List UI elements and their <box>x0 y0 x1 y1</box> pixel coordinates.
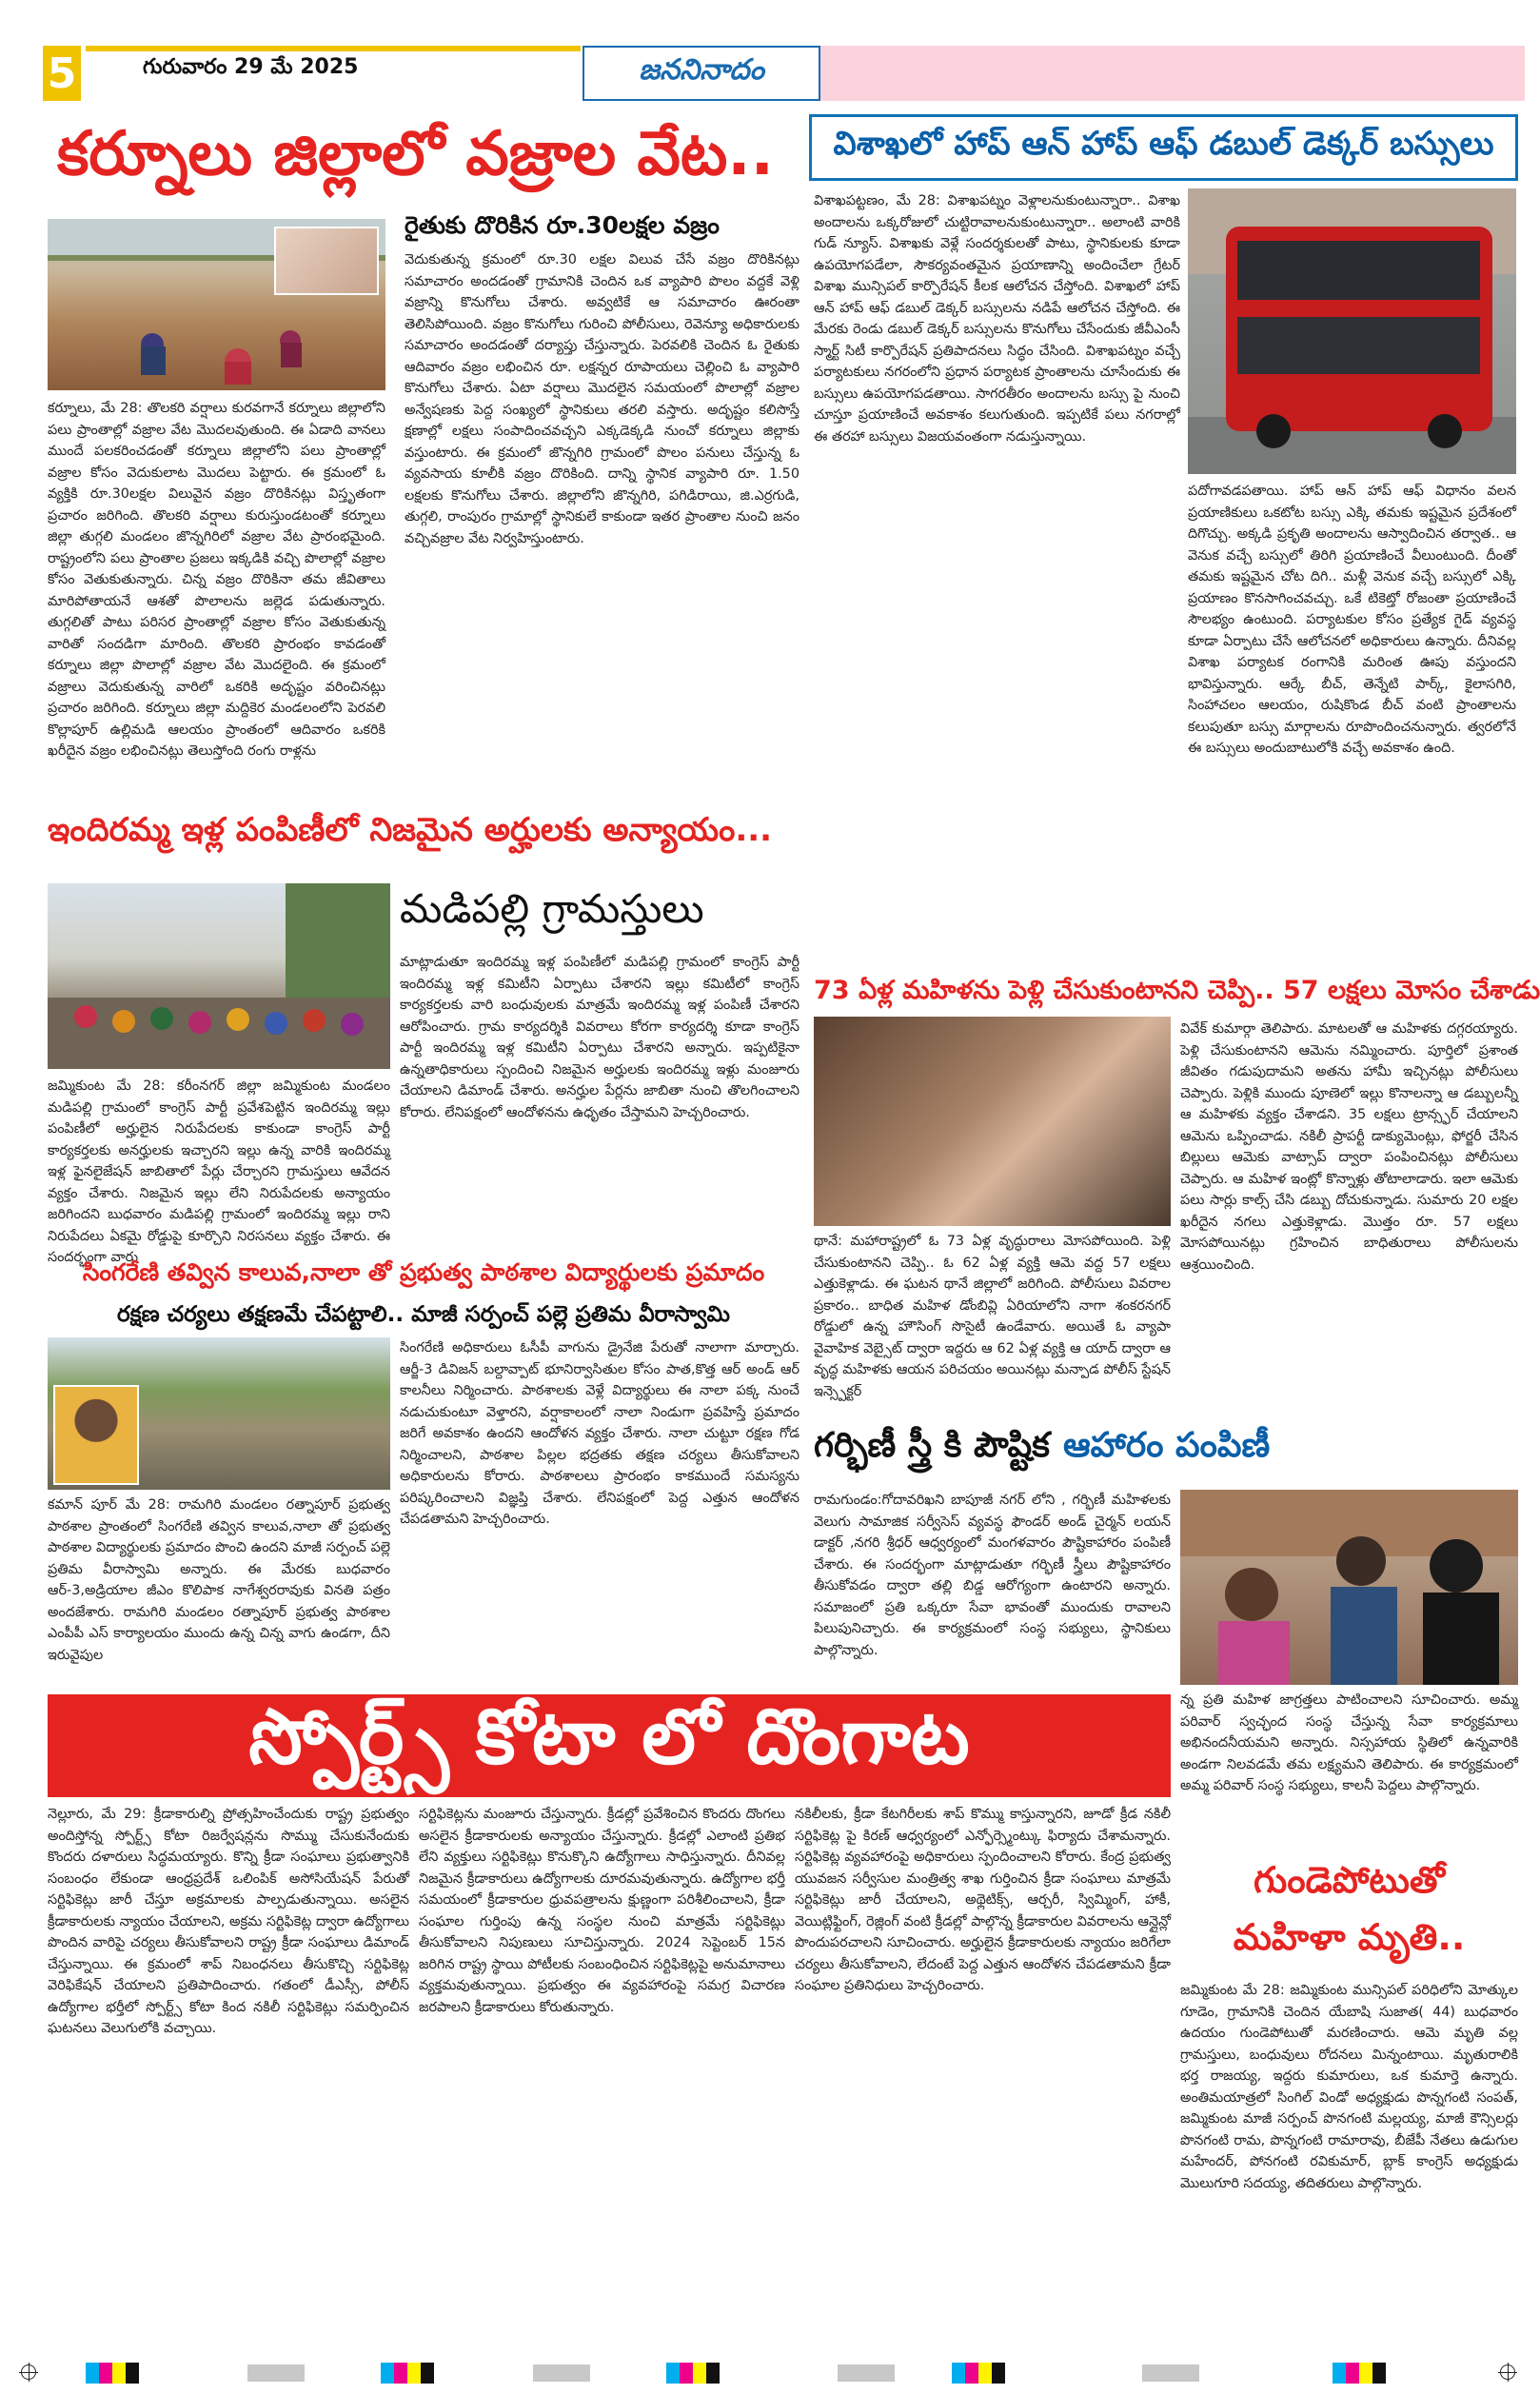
sports-body-col1: నెల్లూరు, మే 29: క్రీడాకారుల్ని ప్రోత్సహించేందుకు రాష్ట్ర ప్రభుత్వం అందిస్తోన్న స్పోర్ట్స్ కోటా రిజర్వేషన్లను సొమ్ము చేసుకునేందుకు కొందరు దళారులు సిద్ధమయ్యారు. కొన్ని క్రీడా సంఘాలు ప్రభుత్వానికి సంబంధం లేకుండా ఆంధ్రప్రదేశ్ ఒలింపిక్ అసోసియేషన్ పేరుతో సర్టిఫికెట్లు జారీ చేస్తూ అక్రమాలకు పాల్పడుతున్నాయి. అసలైన క్రీడాకారులకు న్యాయం చేయాలని, అక్రమ సర్టిఫికెట్ల ద్వారా ఉద్యోగాలు పొందిన వారిపై చర్యలు తీసుకోవాలని రాష్ట్ర క్రీడా సంఘాలు డిమాండ్ చేస్తున్నాయి. ఈ క్రమంలో శాప్ నిబంధనలు తీసుకొచ్చి సర్టిఫికెట్ల వెరిఫికేషన్ చేయాలని ప్రతిపాదించారు. గతంలో డీఎస్సీ, పోలీస్ ఉద్యోగాల భర్తీలో స్పోర్ట్స్ కోటా కింద నకిలీ సర్టిఫికెట్లు సమర్పించిన ఘటనలు వెలుగులోకి వచ్చాయి. <box>48 1807 409 2036</box>
indiramma-body-col2: మాట్లాడుతూ ఇందిరమ్మ ఇళ్ల పంపిణీలో మడిపల్లి గ్రామంలో కాంగ్రెస్ పార్టీ ఇందిరమ్మ ఇళ్ల కమిటీని ఏర్పాటు చేశారని ఇల్లు కమిటీలో కాంగ్రెస్ కార్యకర్తలకు వారి బంధువులకు మాత్రమే ఇందిరమ్మ ఇళ్ల పంపిణీ చేశారని ఆరోపించారు. గ్రామ కార్యదర్శికి వివరాలు కోరగా కార్యదర్శి కూడా కాంగ్రెస్ పార్టీ ఇందిరమ్మ ఇళ్ల కమిటీని ఏర్పాటు చేశారని అన్నారు. ఇప్పటికైనా ఉన్నతాధికారులు స్పందించి నిజమైన అర్హులకు ఇందిరమ్మ ఇళ్లు మంజూరు చేయాలని డిమాండ్ చేశారు. అనర్హుల పేర్లను జాబితా నుంచి తొలగించాలని కోరారు. లేనిపక్షంలో ఆందోళనను ఉధృతం చేస్తామని హెచ్చరించారు. <box>400 955 800 1120</box>
wedding-headline: 73 ఏళ్ల మహిళను పెళ్లి చేసుకుంటానని చెప్పి.. 57 లక్షలు మోసం చేశాడు <box>814 976 1540 1005</box>
double-decker-bus-photo <box>1188 188 1516 474</box>
canal-photo <box>48 1337 390 1490</box>
diamonds-body-col2: వెదుకుతున్న క్రమంలో రూ.30 లక్షల విలువ చేసే వజ్రం దొరికినట్లు సమాచారం అందడంతో గ్రామానికి చెందిన ఒక వ్యాపారి పొలం వద్దకే వెళ్లి వజ్రాన్ని కొనుగోలు చేశారు. అవ్వటికే ఆ సమాచారం ఊరంతా తెలిసిపోయింది. వజ్రం కొనుగోలు గురించి పోలీసులు, రెవెన్యూ అధికారులకు సమాచారం అందడంతో దర్యాప్తు చేస్తున్నారు. పెరవలికి చెందిన ఓ రైతుకు ఆదివారం వజ్రం లభించిన రూ. లక్షన్నర రూపాయలు చెల్లించి ఓ వ్యాపారి కొనుగోలు చేశారు. ఏటా వర్షాలు మొదలైన సమయంలో పొలాల్లో వజ్రాల అన్వేషణకు పెద్ద సంఖ్యలో స్థానికులు తరలి వస్తారు. అదృష్టం కలిసొస్తే క్షణాల్లో లక్షలు సంపాదించవచ్చని ఎక్కడెక్కడి నుంచో కర్నూలు జిల్లాకు వస్తుంటారు. ఈ క్రమంలో జొన్నగిరి గ్రామంలో పొలం పనులు చేస్తున్న ఓ వ్యవసాయ కూలీకి వజ్రం దొరికింది. దాన్ని స్థానిక వ్యాపారి రూ. 1.50 లక్షలకు కొనుగోలు చేశారు. జిల్లాలోని జొన్నగిరి, పగిడిరాయి, జి.ఎర్రగుడి, తుగ్గలి, రాంపురం గ్రామాల్లో స్థానికులే కాకుండా ఇతర ప్రాంతాల నుంచి జనం వచ్చివజ్రాల వేట నిర్వహిస్తుంటారు. <box>405 252 800 546</box>
heart-headline-line1: గుండెపోటుతో <box>1254 1859 1445 1901</box>
grey-swatch-3 <box>838 2364 895 2382</box>
sports-headline-banner <box>48 1694 1171 1797</box>
heart-headline <box>1180 1851 1518 1973</box>
nutrition-headline-part1: గర్భిణీ స్త్రీ కి పౌష్టిక <box>814 1426 1050 1465</box>
heart-body: జమ్మికుంట మే 28: జమ్మికుంట మున్సిపల్ పరిధిలోని మోత్కుల గూడెం, గ్రామానికి చెందిన యేబాషి సుజాత( 44) బుధవారం ఉదయం గుండెపోటుతో మరణించారు. ఆమె మృతి వల్ల గ్రామస్తులు, బంధువులు రోదనలు మిన్నంటాయి. మృతురాలికి భర్త రాజయ్య, ఇద్దరు కుమారులు, ఒక కుమార్తె ఉన్నారు. అంతిమయాత్రలో సింగిల్ విండో అధ్యక్షుడు పొన్నగంటి సంపత్, జమ్మికుంట మాజీ సర్పంచ్ పొనగంటి మల్లయ్య, మాజీ కౌన్సిలర్లు పొనగంటి రామ, పొన్నగంటి రామారావు, బీజేపీ నేతలు ఉడుగుల మహేందర్, పోనగంటి రవికుమార్, బ్లాక్ కాంగ్రెస్ అధ్యక్షుడు మొలుగూరి సదయ్య, తదితరులు పాల్గొన్నారు. <box>1180 1983 1518 2191</box>
masthead <box>0 0 1523 112</box>
color-swatch-group-1 <box>86 2363 139 2384</box>
paper-name: జననినాదం <box>639 53 764 87</box>
wedding-body-left: థానే: మహారాష్ట్రలో ఓ 73 ఏళ్ల వృద్ధురాలు మోసపోయింది. పెళ్లి చేసుకుంటానని చెప్పి.. ఓ 62 ఏళ్ల వ్యక్తి ఆమె వద్ద 57 లక్షలు ఎత్తుకెళ్లాడు. ఈ ఘటన థానే జిల్లాలో జరిగింది. పోలీసులు వివరాల ప్రకారం.. బాధిత మహిళ డోంబివ్లి ఏరియాలోని నాగా శంకరనగర్ రోడ్డులో ఉన్న హౌసింగ్ సొసైటీ ఉండేవారు. అయితే ఓ వ్యాపా వైవాహిక వెబ్సైట్ ద్వారా ఇద్దరు ఆ 62 ఏళ్ల వ్యక్తి ఆ యాద్ ద్వారా ఆ వృద్ధ మహిళకు ఆయన పరిచయం అయినట్లు మన్పాడ పోలీస్ స్టేషన్ ఇన్స్పెక్టర్ <box>814 1234 1171 1399</box>
grey-swatch-2 <box>533 2364 590 2382</box>
nutrition-photo <box>1180 1490 1518 1685</box>
registration-mark-icon <box>21 2364 36 2380</box>
diamonds-subhead: రైతుకు దొరికిన రూ.30లక్షల వజ్రం <box>405 211 720 239</box>
distribution-graphic <box>1180 1490 1518 1685</box>
singareni-body-col1: కమాన్ పూర్ మే 28: రామగిరి మండలం రత్నాపూర్ ప్రభుత్వ పాఠశాల ప్రాంతంలో సింగరేణి తవ్విన కాలువ,నాలా తో ప్రభుత్వ పాఠశాల విద్యార్థులకు ప్రమాదం పొంచి ఉందని మాజీ సర్పంచ్ పల్లె ప్రతిమ వీరాస్వామి అన్నారు. ఈ మేరకు బుధవారం ఆర్-3,అడ్రియాల జీఎం కొలిపాక నాగేశ్వరరావుకు వినతి పత్రం అందజేశారు. రామగిరి మండలం రత్నాపూర్ ప్రభుత్వ పాఠశాల ఎంపీపీ ఎస్ కార్యాలయం ముందు ఉన్న చిన్న వాగు ఉండగా, దీని ఇరువైపుల <box>48 1497 390 1663</box>
portrait-inset <box>53 1385 139 1485</box>
page-number: 5 <box>43 46 81 101</box>
wedding-body-right: వివేక్ కుమార్గా తెలిపారు. మాటలతో ఆ మహిళకు దగ్గరయ్యారు. పెళ్లి చేసుకుంటానని ఆమెను నమ్మించారు. పూర్తిలో ప్రశాంత జీవితం గడుపుదామని అతను హామీ ఇచ్చినట్లు పోలీసులు చెప్పారు. పెళ్లికి ముందు పూణెలో ఇల్లు కొనాలన్నా ఆ డబ్బులన్నీ ఆ మహిళకు వ్యక్తం చేశాడని. 35 లక్షలు ట్రాన్స్ఫర్ చేయాలని ఆమెను ఒప్పించాడు. నకిలీ ప్రాపర్టీ డాక్యుమెంట్లు, ఫోర్జరీ చేసిన బిల్లులు ఆమెకు వాట్సాప్ ద్వారా పంపించినట్లు పోలీసులు చెప్పారు. ఆ మహిళ ఇంట్లో కొన్నాళ్లు తోటాలాడారు. ఇలా ఆమెకు పలు సార్లు కాల్స్ చేసి డబ్బు దోచుకున్నాడు. సుమారు 20 లక్షల ఖరీదైన నగలు ఎత్తుకెళ్లాడు. మొత్తం రూ. 57 లక్షలు మోసపోయినట్లు గ్రహించిన బాధితురాలు పోలీసులను ఆశ్రయించింది. <box>1180 1021 1518 1273</box>
protest-crowd-graphic <box>48 883 390 1069</box>
paper-name-box <box>582 46 820 101</box>
nutrition-headline-part2: ఆహారం పంపిణీ <box>1062 1426 1271 1465</box>
nutrition-body: రామగుండం:గోదావరిఖని బాపూజీ నగర్ లోని , గర్భిణీ మహిళలకు వెలుగు సామాజిక సర్వీసెస్ వ్యవస్థ ఫౌండర్ అండ్ చైర్మన్ లయన్ డాక్టర్ ,నగరి శ్రీధర్ ఆధ్వర్యంలో మంగళవారం పౌష్టికాహారం పంపిణీ చేశారు. ఈ సందర్భంగా మాట్లాడుతూ గర్భిణీ స్త్రీలు పౌష్టికాహారం తీసుకోవడం ద్వారా తల్లి బిడ్డ ఆరోగ్యంగా ఉంటారని అన్నారు. సమాజంలో ప్రతి ఒక్కరూ సేవా భావంతో ముందుకు రావాలని పిలుపునిచ్చారు. ఈ కార్యక్రమంలో సంస్థ సభ్యులు, స్థానికులు పాల్గొన్నారు. <box>814 1493 1171 1658</box>
singareni-subhead: రక్షణ చర్యలు తక్షణమే చేపట్టాలి.. మాజీ సర్పంచ్ పల్లె ప్రతిమ వీరాస్వామి <box>116 1302 731 1327</box>
diamond-inset-photo <box>274 227 379 295</box>
hands-photo <box>814 1017 1171 1226</box>
color-swatch-group-3 <box>666 2363 720 2384</box>
buses-headline: విశాఖలో హాప్ ఆన్ హాప్ ఆఫ్ డబుల్ డెక్కర్ బస్సులు <box>833 125 1494 163</box>
singareni-headline: సింగరేణి తవ్విన కాలువ,నాలా తో ప్రభుత్వ పాఠశాల విద్యార్థులకు ప్రమాదం <box>82 1258 765 1286</box>
diamond-search-photo <box>48 219 385 390</box>
issue-date: గురువారం 29 మే 2025 <box>143 55 359 79</box>
indiramma-body-col1: జమ్మికుంట మే 28: కరీంనగర్ జిల్లా జమ్మికుంట మండలం మడిపల్లి గ్రామంలో కాంగ్రెస్ పార్టీ ప్రవేశపెట్టిన ఇందిరమ్మ ఇల్లు పంపిణీలో అర్హులైన నిరుపేదలకు కాకుండా కాంగ్రెస్ పార్టీ కార్యకర్తలకు అనర్హులకు ఇచ్చారని ఇల్లు ఉన్న వారికి ఇందిరమ్మ ఇళ్ల ఫైనలైజేషన్ జాబితాలో పేర్లు చేర్చారని గ్రామస్తులు ఆవేదన వ్యక్తం చేశారు. నిజమైన ఇల్లు లేని నిరుపేదలకు అన్యాయం జరిగిందని బుధవారం మడిపల్లి గ్రామంలో ఇందిరమ్మ ఇల్లు రాని నిరుపేదలు ఏకమై రోడ్డుపై కూర్చొని నిరసనలు వ్యక్తం చేశారు. ఈ సందర్భంగా వారు <box>48 1078 390 1265</box>
heart-headline-line2: మహిళా మృతి.. <box>1233 1916 1466 1958</box>
nutrition-body-right: న్న ప్రతి మహిళ జాగ్రత్తలు పాటించాలని సూచించారు. అమ్మ పరివార్ స్వచ్ఛంద సంస్థ చేస్తున్న సేవా కార్యక్రమాలు అభినందనీయమని అన్నారు. నిస్సహాయ స్థితిలో ఉన్నవారికి అండగా నిలవడమే తమ లక్ష్యమని తెలిపారు. ఈ కార్యక్రమంలో అమ్మ పరివార్ సంస్థ సభ్యులు, కాలనీ పెద్దలు పాల్గొన్నారు. <box>1180 1692 1518 1793</box>
color-swatch-group-2 <box>381 2363 434 2384</box>
registration-mark-icon-right <box>1500 2364 1515 2380</box>
sports-body-col2: సర్టిఫికెట్లను మంజూరు చేస్తున్నారు. క్రీడల్లో ప్రవేశించిన కొందరు దొంగలు అసలైన క్రీడాకారులకు అన్యాయం చేస్తున్నారు. క్రీడల్లో ఎలాంటి ప్రతిభ లేని వ్యక్తులు సర్టిఫికెట్లు కొనుక్కొని ఉద్యోగాలు సాధిస్తున్నారు. దీనివల్ల నిజమైన క్రీడాకారులు ఉద్యోగాలకు దూరమవుతున్నారు. ఉద్యోగాల భర్తీ సమయంలో క్రీడాకారుల ధ్రువపత్రాలను క్షుణ్ణంగా పరిశీలించాలని, క్రీడా సంఘాల గుర్తింపు ఉన్న సంస్థల నుంచి మాత్రమే సర్టిఫికెట్లు తీసుకోవాలని నిపుణులు సూచిస్తున్నారు. 2024 సెప్టెంబర్ 15న జరిగిన రాష్ట్ర స్థాయి పోటీలకు సంబంధించిన సర్టిఫికెట్లపై అనుమానాలు వ్యక్తమవుతున్నాయి. ప్రభుత్వం ఈ వ్యవహారంపై సమగ్ర విచారణ జరపాలని క్రీడాకారులు కోరుతున్నారు. <box>419 1807 785 2015</box>
indiramma-headline: ఇందిరమ్మ ఇళ్ల పంపిణీలో నిజమైన అర్హులకు అన్యాయం... <box>48 811 773 849</box>
grey-swatch-4 <box>1142 2364 1199 2382</box>
sports-headline: స్పోర్ట్స్ కోటా లో దొంగాట <box>248 1692 970 1781</box>
buses-banner <box>809 114 1518 181</box>
nutrition-headline <box>814 1416 1518 1483</box>
indiramma-subhead: మడిపల్లి గ్రామస్తులు <box>400 885 704 932</box>
diamonds-body-col1: కర్నూలు, మే 28: తొలకరి వర్షాలు కురవగానే కర్నూలు జిల్లాలోని పలు ప్రాంతాల్లో వజ్రాల వేట మొదలవుతుంది. ఈ ఏడాది వానలు ముందే పలకరించడంతో కర్నూలు జిల్లాలోని పలు ప్రాంతాల్లో వజ్రాల కోసం వెదుకులాట మొదలు పెట్టారు. ఈ క్రమంలో ఓ వ్యక్తికి రూ.30లక్షల విలువైన వజ్రం దొరికినట్లు విస్తృతంగా ప్రచారం జరిగింది. తొలకరి వర్షాలు కురుస్తుండటంతో కర్నూలు జిల్లా తుగ్గలి మండలం జొన్నగిరిలో వజ్రాల వేట ప్రారంభమైంది. రాష్ట్రంలోని పలు ప్రాంతాల ప్రజలు ఇక్కడికి వచ్చి పొలాల్లో వజ్రాల కోసం వెతుకుతున్నారు. చిన్న వజ్రం దొరికినా తమ జీవితాలు మారిపోతాయనే ఆశతో పొలాలను జల్లెడ పడుతున్నారు. తుగ్గలితో పాటు పరిసర ప్రాంతాల్లో వజ్రాల కోసం వెతుకుతున్న వారితో సందడిగా మారింది. తొలకరి ప్రారంభం కావడంతో కర్నూలు జిల్లా పొలాల్లో వజ్రాల వేట మొదలైంది. ఈ క్రమంలో వజ్రాలు వెదుకుతున్న వారిలో ఒకరికి అదృష్టం వరించినట్లు ప్రచారం జరిగింది. కర్నూలు జిల్లా మద్దికెర మండలంలోని పెరవలి కొల్లాపూర్ ఉల్లిమడి ఆలయం ప్రాంతంలో ఆదివారం ఒకరికి ఖరీదైన వజ్రం లభించినట్లు తెలుస్తోంది రంగు రాళ్లను <box>48 401 385 759</box>
color-bar <box>0 2359 1523 2387</box>
masthead-yellow-strip <box>86 46 581 51</box>
buses-body-col2: పదోగావడపతాయి. హాప్ ఆన్ హాప్ ఆఫ్ విధానం వలన ప్రయాణికులు ఒకటోట బస్సు ఎక్కి తమకు ఇష్టమైన ప్రదేశంలో దిగొచ్చు. అక్కడి ప్రకృతి అందాలను ఆస్వాదించిన తర్వాత.. ఆ వెనుక వచ్చే బస్సులో తిరిగి ప్రయాణించే వీలుంటుంది. దీంతో తమకు ఇష్టమైన చోట దిగి.. మళ్లీ వెనుక వచ్చే బస్సులో ఎక్కి ప్రయాణం కొనసాగించవచ్చు. ఒకే టికెట్తో రోజంతా ప్రయాణించే సౌలభ్యం ఉంటుంది. పర్యాటకుల కోసం ప్రత్యేక గైడ్ వ్యవస్థ కూడా ఏర్పాటు చేసే ఆలోచనలో అధికారులు ఉన్నారు. దీనివల్ల విశాఖ పర్యాటక రంగానికి మరింత ఊపు వస్తుందని భావిస్తున్నారు. ఆర్కే బీచ్, తెన్నేటి పార్క్, కైలాసగిరి, సింహాచలం ఆలయం, రుషికొండ బీచ్ వంటి ప్రాంతాలను కలుపుతూ బస్సు మార్గాలను రూపొందించనున్నారు. త్వరలోనే ఈ బస్సులు అందుబాటులోకి వచ్చే అవకాశం ఉంది. <box>1188 484 1516 756</box>
singareni-body-col2: సింగరేణి అధికారులు ఓసీపీ వాగును డ్రైనేజి పేరుతో నాలాగా మార్చారు. ఆర్జీ-3 డివిజన్ బల్దావ్పాట్ భూనిర్వాసితుల కోసం పాత,కొత్త ఆర్ అండ్ ఆర్ కాలనీలు నిర్మించారు. పాఠశాలకు వెళ్లే విద్యార్థులు ఈ నాలా పక్క నుంచే నడుచుకుంటూ వెళ్తారని, వర్షాకాలంలో నాలా నిండుగా ప్రవహిస్తే ప్రమాదం జరిగే అవకాశం ఉందని ఆందోళన వ్యక్తం చేశారు. నాలా చుట్టూ రక్షణ గోడ నిర్మించాలని, పాఠశాల పిల్లల భద్రతకు తక్షణ చర్యలు తీసుకోవాలని అధికారులను కోరారు. పాఠశాలలు ప్రారంభం కాకముందే సమస్యను పరిష్కరించాలని విజ్ఞప్తి చేశారు. లేనిపక్షంలో పెద్ద ఎత్తున ఆందోళన చేపడతామని హెచ్చరించారు. <box>400 1340 800 1527</box>
color-swatch-group-5 <box>1333 2363 1386 2384</box>
diamonds-headline: కర్నూలు జిల్లాలో వజ్రాల వేట.. <box>57 119 774 189</box>
grey-swatch-1 <box>247 2364 305 2382</box>
sports-body-col3: నకిలీలకు, క్రీడా కేటగిరీలకు శాప్ కొమ్ము కాస్తున్నారని, జూడో క్రీడ నకిలీ సర్టిఫికెట్ల పై కిరణ్ ఆధ్వర్యంలో ఎన్ఫోర్స్మెంట్కు ఫిర్యాదు చేశామన్నారు. సర్టిఫికెట్ల వ్యవహారంపై అధికారులు స్పందించాలని కోరారు. కేంద్ర ప్రభుత్వ యువజన సర్వీసుల మంత్రిత్వ శాఖ గుర్తించిన క్రీడా సంఘాలు మాత్రమే సర్టిఫికెట్లు జారీ చేయాలని, అథ్లెటిక్స్, ఆర్చరీ, స్విమ్మింగ్, హాకీ, వెయిట్లిఫ్టింగ్, రెజ్లింగ్ వంటి క్రీడల్లో పాల్గొన్న క్రీడాకారుల వివరాలను ఆన్లైన్లో పొందుపరచాలని సూచించారు. అర్హులైన క్రీడాకారులకు న్యాయం జరిగేలా చర్యలు తీసుకోవాలని, లేదంటే పెద్ద ఎత్తున ఆందోళన చేపడతామని క్రీడా సంఘాల ప్రతినిధులు హెచ్చరించారు. <box>795 1807 1171 1993</box>
indiramma-protest-photo <box>48 883 390 1069</box>
color-swatch-group-4 <box>952 2363 1005 2384</box>
bus-graphic <box>1188 188 1516 474</box>
buses-body-col1: విశాఖపట్టణం, మే 28: విశాఖపట్నం వెళ్లాలనుకుంటున్నారా.. విశాఖ అందాలను ఒక్కరోజులో చుట్టిరావాలనుకుంటున్నారా.. అలాంటి వారికి గుడ్ న్యూస్. విశాఖకు వెళ్లే సందర్శకులతో పాటు, స్థానికులకు కూడా ఉపయోగపడేలా, సౌకర్యవంతమైన ప్రయాణాన్ని అందించేలా గ్రేటర్ విశాఖ మున్సిపల్ కార్పొరేషన్ కీలక ఆలోచన చేస్తోంది. విశాఖలో హాప్ ఆన్ హాప్ ఆఫ్ డబుల్ డెక్కర్ బస్సులను నడిపే ఆలోచన చేస్తోంది. ఈ మేరకు రెండు డబుల్ డెక్కర్ బస్సులను కొనుగోలు చేసేందుకు జీవీఎంసీ స్మార్ట్ సిటీ కార్పొరేషన్ ప్రతిపాదనలు సిద్ధం చేసింది. విశాఖపట్నం వచ్చే పర్యాటకులు నగరంలోని ప్రధాన పర్యాటక ప్రాంతాలను చూసేందుకు ఈ బస్సులు ఉపయోగపడతాయి. సాగరతీరం అందాలను బస్సు పై నుంచి చూస్తూ ప్రయాణించే అవకాశం కలుగుతుంది. ఇప్పటికే పలు నగరాల్లో ఈ తరహా బస్సులు విజయవంతంగా నడుస్తున్నాయి. <box>814 193 1180 445</box>
